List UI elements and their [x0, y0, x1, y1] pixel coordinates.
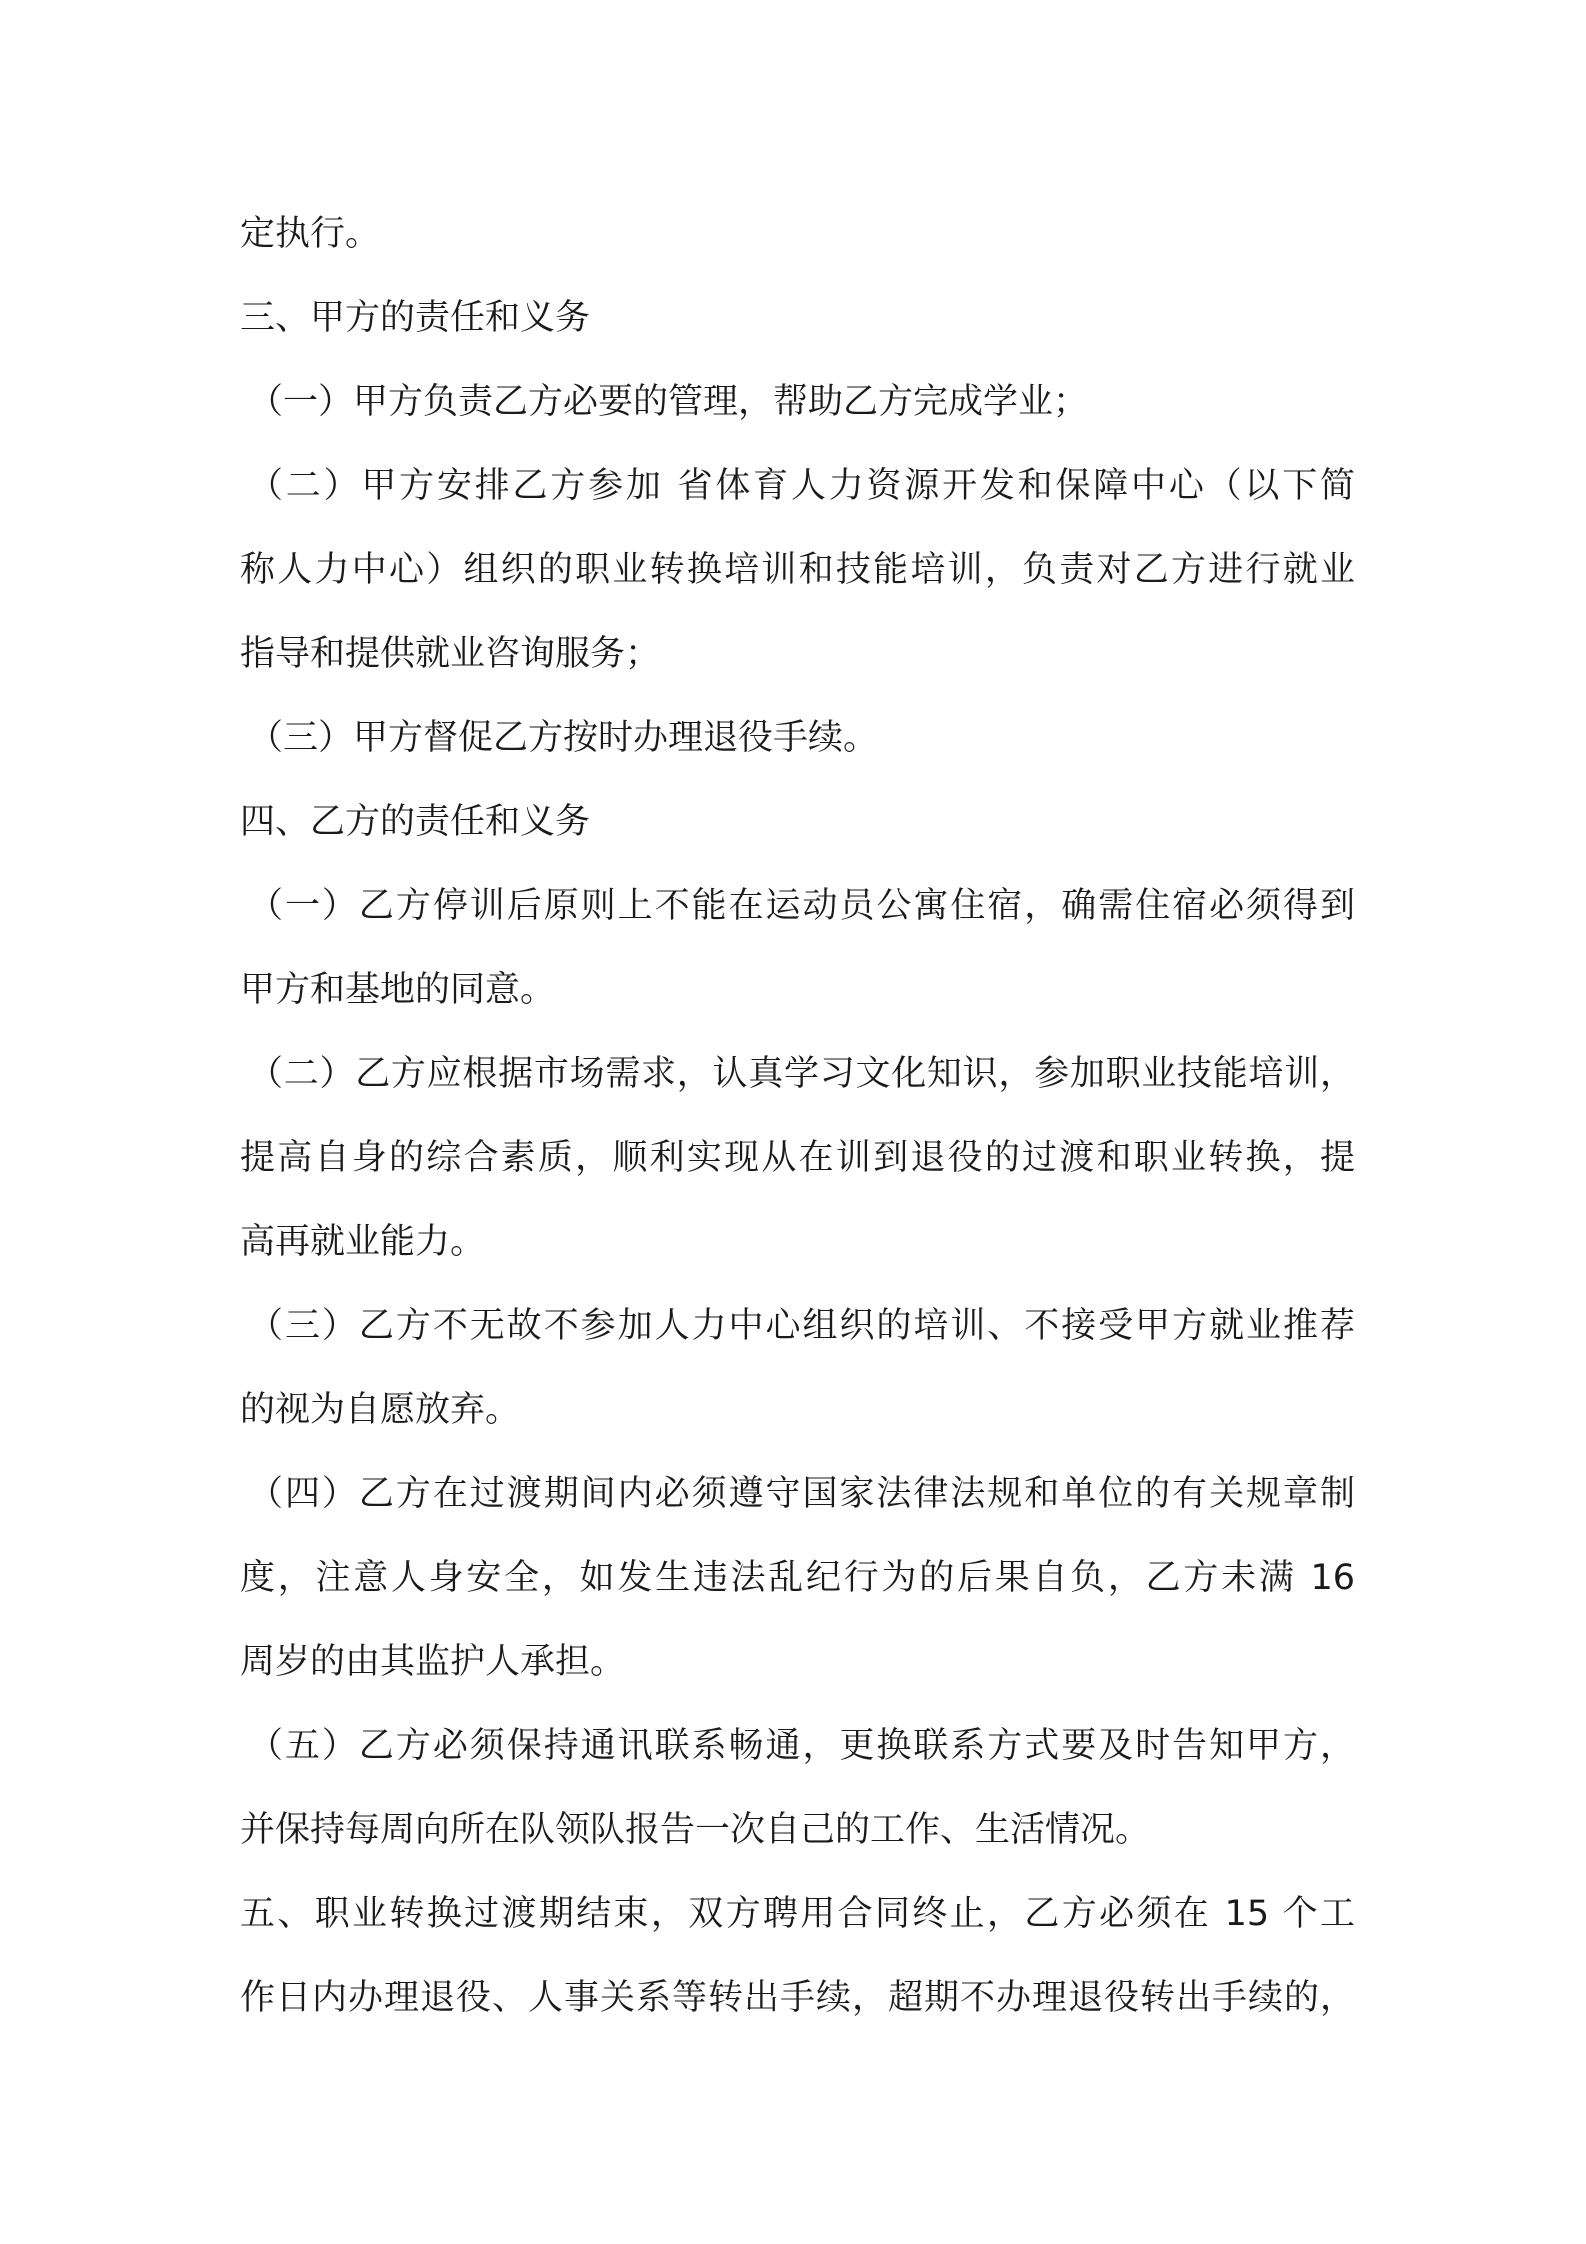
text-line-16: （四）乙方在过渡期间内必须遵守国家法律法规和单位的有关规章制 — [248, 1474, 1355, 1514]
text-line-10: 甲方和基地的同意。 — [240, 970, 556, 1010]
section-heading-4: 四、乙方的责任和义务 — [240, 802, 591, 842]
text-line-19: （五）乙方必须保持通讯联系畅通，更换联系方式要及时告知甲方， — [248, 1726, 1355, 1766]
text-line-15: 的视为自愿放弃。 — [240, 1390, 521, 1430]
text-line-14: （三）乙方不无故不参加人力中心组织的培训、不接受甲方就业推荐 — [248, 1306, 1355, 1346]
text-line-9: （一）乙方停训后原则上不能在运动员公寓住宿，确需住宿必须得到 — [248, 886, 1355, 926]
text-line-18: 周岁的由其监护人承担。 — [240, 1642, 626, 1682]
text-line-6: 指导和提供就业咨询服务； — [240, 634, 661, 674]
section-heading-5: 五、职业转换过渡期结束，双方聘用合同终止，乙方必须在 15 个工 — [240, 1894, 1355, 1934]
text-line-7: （三）甲方督促乙方按时办理退役手续。 — [248, 718, 879, 758]
text-line-13: 高再就业能力。 — [240, 1222, 486, 1262]
text-line-11: （二）乙方应根据市场需求，认真学习文化知识，参加职业技能培训， — [248, 1054, 1355, 1094]
document-body — [240, 192, 1355, 2040]
text-line-4: （二）甲方安排乙方参加 省体育人力资源开发和保障中心（以下简 — [248, 466, 1355, 506]
text-line-5: 称人力中心）组织的职业转换培训和技能培训，负责对乙方进行就业 — [240, 550, 1355, 590]
text-line-17: 度，注意人身安全，如发生违法乱纪行为的后果自负，乙方未满 16 — [240, 1558, 1355, 1598]
text-line-22: 作日内办理退役、人事关系等转出手续，超期不办理退役转出手续的， — [240, 1978, 1355, 2018]
text-line-12: 提高自身的综合素质，顺利实现从在训到退役的过渡和职业转换，提 — [240, 1138, 1355, 1178]
text-line-20: 并保持每周向所在队领队报告一次自己的工作、生活情况。 — [240, 1810, 1151, 1850]
section-heading-3: 三、甲方的责任和义务 — [240, 298, 591, 338]
text-line-3: （一）甲方负责乙方必要的管理，帮助乙方完成学业； — [248, 382, 1089, 422]
text-line-1: 定执行。 — [240, 214, 381, 254]
